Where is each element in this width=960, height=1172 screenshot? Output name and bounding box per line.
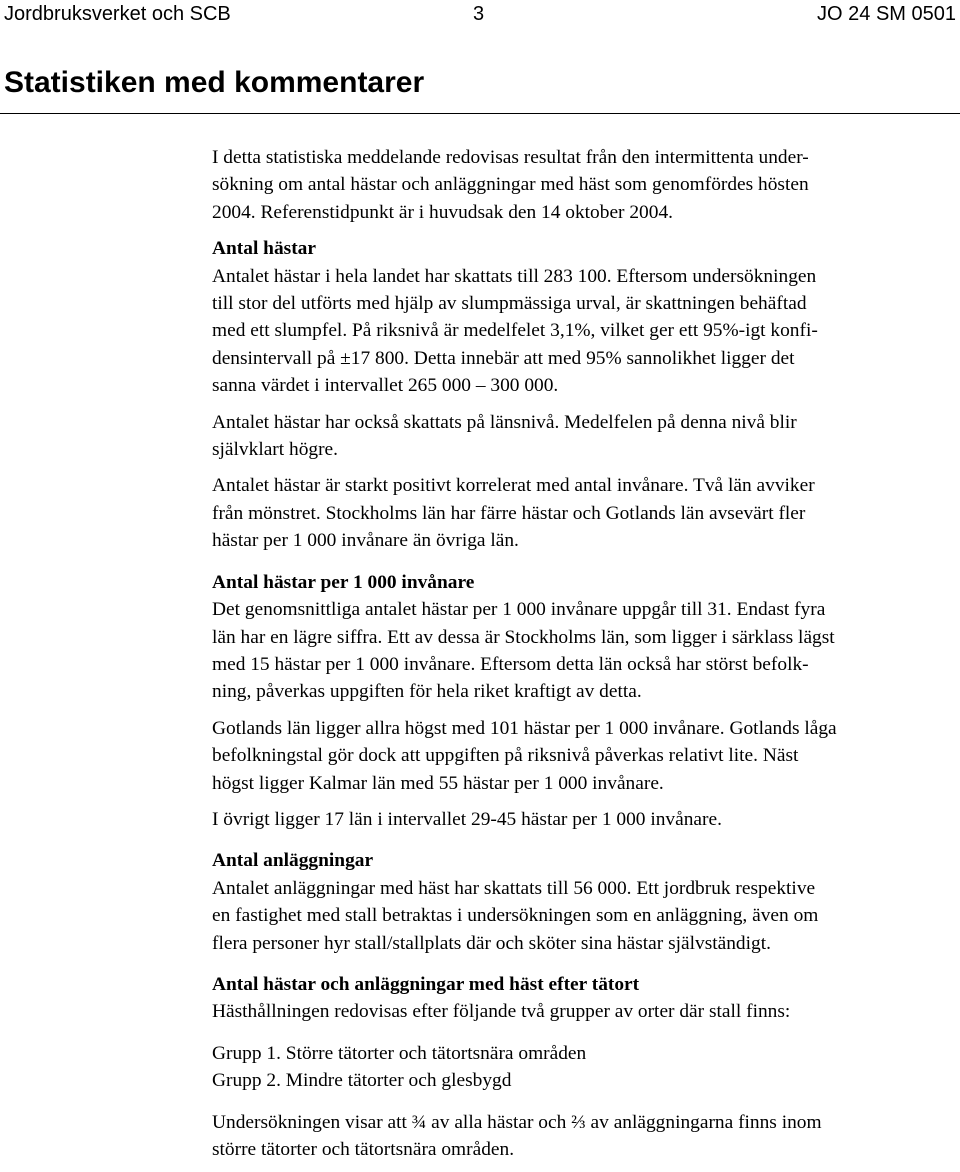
- heading-per-1000: Antal hästar per 1 000 invånare: [212, 571, 475, 593]
- page-number: 3: [473, 3, 485, 25]
- paragraph: I övrigt ligger 17 län i intervallet 29-45 hästar per 1 000 invånare.: [212, 808, 722, 830]
- report-code: JO 24 SM 0501: [817, 3, 956, 25]
- publisher-label: Jordbruksverket och SCB: [4, 3, 231, 25]
- page-header: [0, 0, 960, 30]
- intro-paragraph: I detta statistiska meddelande redovisas resultat från den intermittenta under- sökning om antal hästar och anläggningar med häst som genomfördes hösten 2004. Referenstidpunkt är i huvudsak den 14 oktober 2004.: [212, 147, 809, 223]
- page-title: Statistiken med kommentarer: [4, 66, 425, 99]
- paragraph: Antalet hästar i hela landet har skattats till 283 100. Eftersom undersökningen till stor del utförts med hjälp av slumpmässiga urval, är skattningen behäftad med ett slumpfel. På riksnivå är medelfelet 3,1%, vilket ger ett 95%-igt konfi- densintervall på ±17 800. Detta innebär att med 95% sannolikhet ligger det sanna värdet i intervallet 265 000 – 300 000.: [212, 265, 818, 397]
- heading-tatort: Antal hästar och anläggningar med häst efter tätort: [212, 973, 640, 995]
- heading-anlaggningar: Antal anläggningar: [212, 850, 374, 872]
- title-divider: [0, 113, 960, 114]
- group-2-item: Grupp 2. Mindre tätorter och glesbygd: [212, 1070, 512, 1092]
- heading-antal-hastar: Antal hästar: [212, 238, 316, 260]
- paragraph: Antalet hästar har också skattats på länsnivå. Medelfelen på denna nivå blir självklart högre.: [212, 411, 797, 461]
- body-text: [212, 144, 952, 1172]
- paragraph: Antalet hästar är starkt positivt korrelerat med antal invånare. Två län avviker från mönstret. Stockholms län har färre hästar och Gotlands län avsevärt fler hästar per 1 000 invånare än övriga län.: [212, 475, 815, 552]
- paragraph: Antalet anläggningar med häst har skattats till 56 000. Ett jordbruk respektive en fastighet med stall betraktas i undersökningen som en anläggning, även om flera personer hyr stall/stallplats där och sköter sina hästar självständigt.: [212, 877, 819, 954]
- paragraph: Undersökningen visar att ¾ av alla hästar och ⅔ av anläggningarna finns inom större tätorter och tätortsnära områden.: [212, 1111, 822, 1160]
- paragraph: Det genomsnittliga antalet hästar per 1 000 invånare uppgår till 31. Endast fyra län har en lägre siffra. Ett av dessa är Stockholms län, som ligger i särklass lägst med 15 hästar per 1 000 invånare. Eftersom detta län också har störst befolk- ning, påverkas uppgiften för hela riket kraftigt av detta.: [212, 599, 835, 703]
- paragraph: Gotlands län ligger allra högst med 101 hästar per 1 000 invånare. Gotlands låga befolkningstal gör dock att uppgiften på riksnivå påverkas relativt lite. Näst högst ligger Kalmar län med 55 hästar per 1 000 invånare.: [212, 717, 837, 794]
- group-1-item: Grupp 1. Större tätorter och tätortsnära områden: [212, 1042, 587, 1064]
- paragraph: Hästhållningen redovisas efter följande två grupper av orter där stall finns:: [212, 1001, 791, 1023]
